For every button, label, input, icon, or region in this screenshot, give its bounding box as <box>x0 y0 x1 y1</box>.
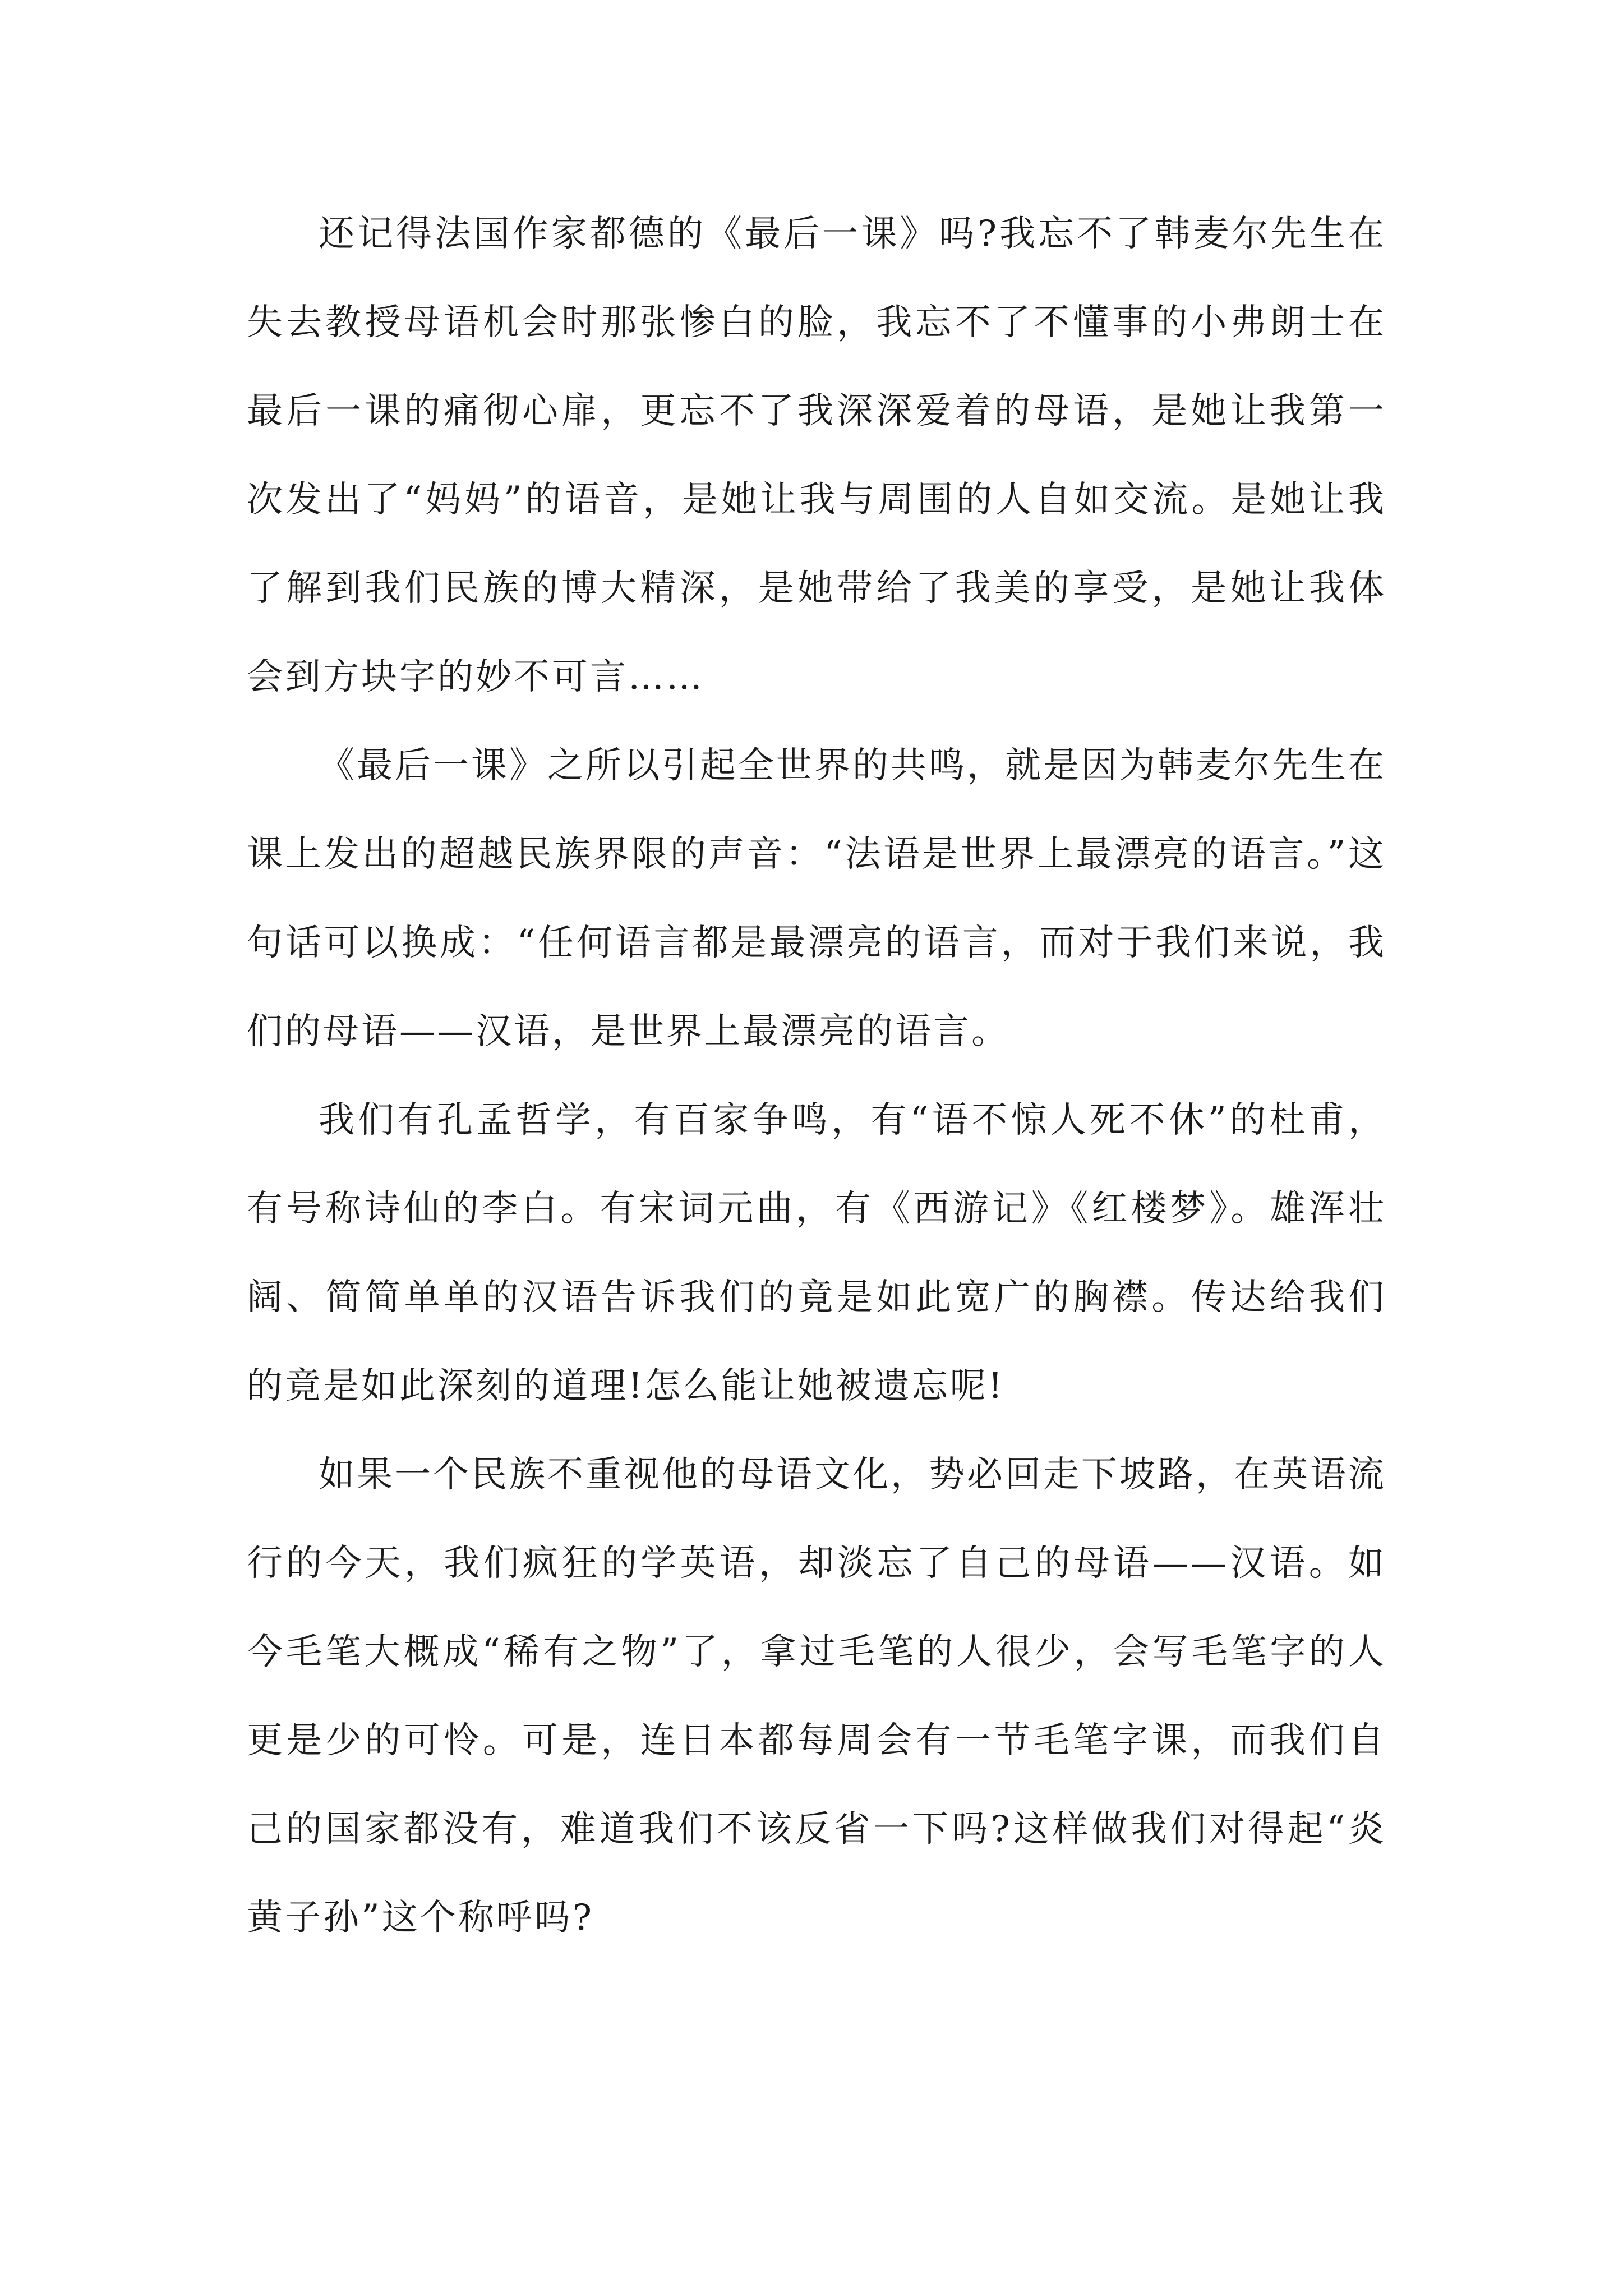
document-body <box>247 190 1386 1962</box>
paragraph-4: 如果一个民族不重视他的母语文化，势必回走下坡路，在英语流行的今天，我们疯狂的学英语，却淡忘了自己的母语——汉语。如今毛笔大概成“稀有之物”了，拿过毛笔的人很少，会写毛笔字的人更是少的可怜。可是，连日本都每周会有一节毛笔字课，而我们自己的国家都没有，难道我们不该反省一下吗?这样做我们对得起“炎黄子孙”这个称呼吗? <box>247 1454 1386 1939</box>
paragraph-1: 还记得法国作家都德的《最后一课》吗?我忘不了韩麦尔先生在失去教授母语机会时那张惨白的脸，我忘不了不懂事的小弗朗士在最后一课的痛彻心扉，更忘不了我深深爱着的母语，是她让我第一次发出了“妈妈”的语音，是她让我与周围的人自如交流。是她让我了解到我们民族的博大精深，是她带给了我美的享受，是她让我体会到方块字的妙不可言…… <box>247 213 1386 698</box>
paragraph-2: 《最后一课》之所以引起全世界的共鸣，就是因为韩麦尔先生在课上发出的超越民族界限的声音：“法语是世界上最漂亮的语言。”这句话可以换成：“任何语言都是最漂亮的语言，而对于我们来说，我们的母语——汉语，是世界上最漂亮的语言。 <box>247 745 1386 1052</box>
paragraph-3: 我们有孔孟哲学，有百家争鸣，有“语不惊人死不休”的杜甫，有号称诗仙的李白。有宋词元曲，有《西游记》《红楼梦》。雄浑壮阔、简简单单的汉语告诉我们的竟是如此宽广的胸襟。传达给我们的竟是如此深刻的道理!怎么能让她被遗忘呢! <box>247 1099 1386 1407</box>
